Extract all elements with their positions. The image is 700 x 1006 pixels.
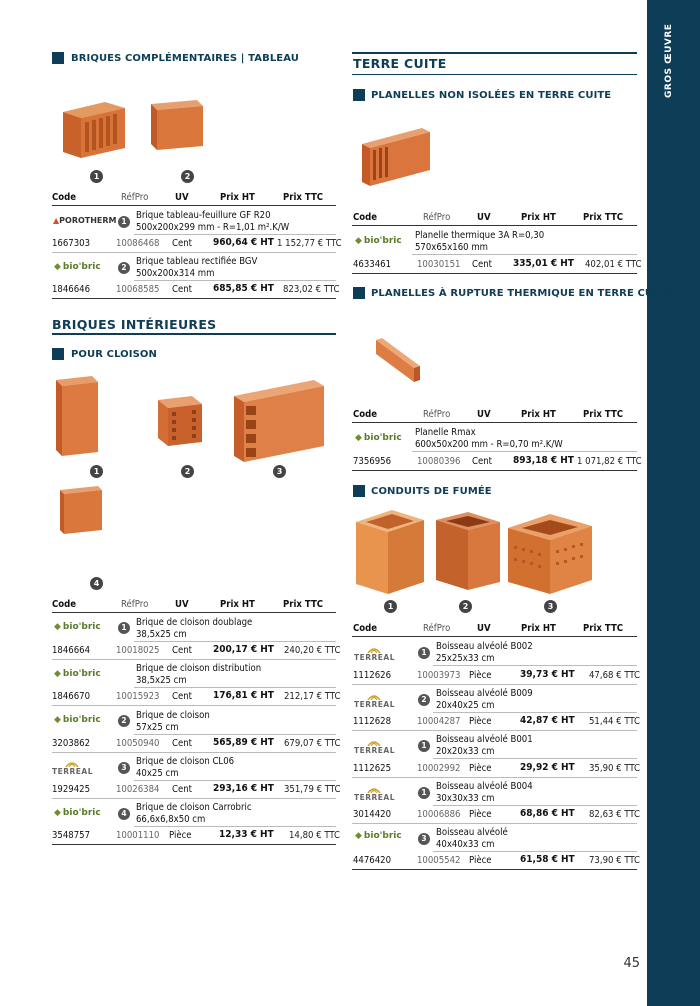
product-code: 1112625: [353, 763, 392, 774]
brand-logo-biobric: ◆ bio'bric: [54, 669, 101, 679]
product-refpro: 10003973: [417, 670, 461, 681]
col-header-prix-ht: Prix HT: [521, 212, 556, 223]
section-marker: [353, 89, 365, 101]
product-refpro: 10050940: [116, 738, 160, 749]
product-price-ht: 12,33 € HT: [219, 829, 274, 840]
col-header-prix-ht: Prix HT: [220, 599, 255, 610]
section-marker: [52, 52, 64, 64]
row-badge: 1: [118, 216, 130, 228]
product-refpro: 10005542: [417, 855, 461, 866]
image-badge: 1: [384, 600, 397, 613]
product-code: 7356956: [353, 456, 392, 467]
product-description: Boisseau alvéolé B004 30x30x33 cm: [436, 781, 533, 804]
product-price-ht: 176,81 € HT: [213, 690, 274, 701]
product-price-ht: 42,87 € HT: [520, 715, 575, 726]
product-description: Brique de cloison CL06 40x25 cm: [136, 756, 235, 779]
row-rule: [433, 805, 637, 806]
product-description: Boisseau alvéolé B009 20x40x25 cm: [436, 688, 533, 711]
product-refpro: 10026384: [116, 784, 160, 795]
table-rule: [52, 205, 336, 206]
product-uv: Pièce: [469, 670, 492, 681]
product-code: 1846670: [52, 691, 91, 702]
product-refpro: 10080396: [417, 456, 461, 467]
product-uv: Cent: [472, 456, 492, 467]
product-code: 1929425: [52, 784, 91, 795]
row-rule: [134, 687, 336, 688]
product-price-ht: 293,16 € HT: [213, 783, 274, 794]
brand-logo-biobric: ◆ bio'bric: [54, 622, 101, 632]
row-badge: 1: [418, 740, 430, 752]
row-badge: 2: [118, 715, 130, 727]
row-rule: [352, 823, 637, 824]
product-price-ttc: 14,80 € TTC: [289, 830, 341, 841]
subsection-title-planelles: PLANELLES NON ISOLÉES EN TERRE CUITE: [371, 90, 612, 101]
col-header-prix-ttc: Prix TTC: [283, 599, 324, 610]
product-image-conduits: [352, 506, 600, 598]
product-description: Brique de cloison doublage 38,5x25 cm: [136, 617, 253, 640]
product-price-ttc: 240,20 € TTC: [284, 645, 341, 656]
row-rule: [433, 758, 637, 759]
section-rule: [352, 74, 637, 75]
col-header-prix-ttc: Prix TTC: [583, 212, 624, 223]
product-price-ht: 565,89 € HT: [213, 737, 274, 748]
product-image-cloison-top: [52, 374, 342, 464]
image-badge: 2: [181, 465, 194, 478]
product-refpro: 10006886: [417, 809, 461, 820]
col-header-prix-ttc: Prix TTC: [583, 623, 624, 634]
col-header-refpro: RéfPro: [121, 599, 149, 610]
section-marker: [353, 485, 365, 497]
product-price-ht: 685,85 € HT: [213, 283, 274, 294]
row-badge: 1: [418, 787, 430, 799]
image-badge: 1: [90, 170, 103, 183]
product-price-ht: 68,86 € HT: [520, 808, 575, 819]
col-header-prix-ht: Prix HT: [521, 623, 556, 634]
section-title-interieures: BRIQUES INTÉRIEURES: [52, 317, 217, 332]
product-uv: Pièce: [469, 763, 492, 774]
brand-logo-porotherm: ▲POROTHERM: [53, 216, 117, 225]
row-rule: [352, 684, 637, 685]
product-price-ttc: 402,01 € TTC: [585, 259, 642, 270]
brand-logo-biobric: ◆ bio'bric: [355, 433, 402, 443]
image-badge: 3: [273, 465, 286, 478]
product-price-ttc: 82,63 € TTC: [589, 809, 641, 820]
row-rule: [352, 730, 637, 731]
product-description: Planelle thermique 3A R=0,30 570x65x160 mm: [415, 230, 545, 253]
image-badge: 2: [459, 600, 472, 613]
row-rule: [412, 254, 637, 255]
row-rule: [52, 798, 336, 799]
product-image-carrobric: [56, 484, 116, 536]
section-rule: [52, 333, 336, 335]
product-refpro: 10001110: [116, 830, 160, 841]
product-price-ttc: 47,68 € TTC: [589, 670, 641, 681]
product-price-ttc: 212,17 € TTC: [284, 691, 341, 702]
product-price-ttc: 823,02 € TTC: [283, 284, 340, 295]
product-price-ht: 893,18 € HT: [513, 455, 574, 466]
row-rule: [134, 734, 336, 735]
row-badge: 1: [118, 622, 130, 634]
col-header-prix-ht: Prix HT: [521, 409, 556, 420]
product-uv: Pièce: [469, 809, 492, 820]
brand-logo-terreal: TERREAL: [354, 785, 394, 802]
product-code: 3203862: [52, 738, 91, 749]
row-badge: 2: [418, 694, 430, 706]
product-price-ht: 200,17 € HT: [213, 644, 274, 655]
col-header-code: Code: [52, 192, 77, 203]
row-rule: [433, 712, 637, 713]
row-badge: 3: [118, 762, 130, 774]
row-badge: 1: [418, 647, 430, 659]
col-header-uv: UV: [477, 212, 491, 223]
row-badge: 2: [118, 262, 130, 274]
product-refpro: 10086468: [116, 238, 160, 249]
table-rule: [52, 612, 336, 613]
subsection-title-cloison: POUR CLOISON: [71, 349, 157, 360]
table-rule: [352, 225, 637, 226]
section-marker: [353, 287, 365, 299]
product-code: 1112628: [353, 716, 392, 727]
brand-logo-biobric: ◆ bio'bric: [355, 831, 402, 841]
col-header-prix-ttc: Prix TTC: [283, 192, 324, 203]
section-rule: [352, 52, 637, 54]
row-rule: [352, 273, 637, 274]
image-badge: 1: [90, 465, 103, 478]
subsection-title-conduits: CONDUITS DE FUMÉE: [371, 486, 492, 497]
row-rule: [134, 234, 336, 235]
col-header-refpro: RéfPro: [121, 192, 149, 203]
col-header-code: Code: [353, 409, 378, 420]
row-rule: [52, 298, 336, 299]
col-header-uv: UV: [175, 599, 189, 610]
col-header-refpro: RéfPro: [423, 212, 451, 223]
product-uv: Cent: [172, 738, 192, 749]
row-rule: [52, 752, 336, 753]
product-description: Brique de cloison Carrobric 66,6x6,8x50 cm: [136, 802, 252, 825]
row-rule: [52, 659, 336, 660]
product-code: 1112626: [353, 670, 392, 681]
product-price-ttc: 1 071,82 € TTC: [577, 456, 642, 467]
product-image-planelle: [360, 126, 436, 188]
col-header-prix-ttc: Prix TTC: [583, 409, 624, 420]
product-price-ttc: 35,90 € TTC: [589, 763, 641, 774]
terreal-mark-icon: [52, 759, 92, 767]
product-price-ttc: 351,79 € TTC: [284, 784, 341, 795]
terreal-mark-icon: [354, 645, 394, 653]
row-badge: 4: [118, 808, 130, 820]
product-code: 1846646: [52, 284, 91, 295]
brand-logo-biobric: ◆ bio'bric: [54, 808, 101, 818]
row-rule: [412, 451, 637, 452]
product-uv: Pièce: [469, 716, 492, 727]
terreal-mark-icon: [354, 738, 394, 746]
product-refpro: 10015923: [116, 691, 160, 702]
row-rule: [352, 470, 637, 471]
col-header-code: Code: [353, 212, 378, 223]
product-price-ttc: 73,90 € TTC: [589, 855, 641, 866]
product-price-ttc: 679,07 € TTC: [284, 738, 341, 749]
product-price-ht: 39,73 € HT: [520, 669, 575, 680]
image-badge: 3: [544, 600, 557, 613]
row-rule: [352, 869, 637, 870]
product-uv: Cent: [172, 691, 192, 702]
product-code: 4476420: [353, 855, 392, 866]
col-header-code: Code: [52, 599, 77, 610]
product-image-planelle-rmax: [374, 336, 424, 384]
product-price-ht: 61,58 € HT: [520, 854, 575, 865]
col-header-code: Code: [353, 623, 378, 634]
page-number: 45: [623, 956, 640, 971]
row-badge: 3: [418, 833, 430, 845]
product-uv: Cent: [472, 259, 492, 270]
row-rule: [433, 851, 637, 852]
subsection-title-rupture: PLANELLES À RUPTURE THERMIQUE EN TERRE CUITE: [371, 288, 671, 299]
product-price-ht: 335,01 € HT: [513, 258, 574, 269]
product-description: Brique tableau-feuillure GF R20 500x200x299 mm - R=1,01 m².K/W: [136, 210, 290, 233]
section-title-terre-cuite: TERRE CUITE: [353, 56, 447, 71]
brand-logo-terreal: TERREAL: [52, 759, 92, 776]
product-description: Brique de cloison 57x25 cm: [136, 710, 210, 733]
row-rule: [134, 280, 336, 281]
product-uv: Cent: [172, 784, 192, 795]
product-uv: Cent: [172, 238, 192, 249]
col-header-uv: UV: [477, 623, 491, 634]
side-band: [647, 0, 700, 1006]
image-badge: 2: [181, 170, 194, 183]
product-price-ht: 960,64 € HT: [213, 237, 274, 248]
row-rule: [52, 252, 336, 253]
product-image-complementaires: [55, 96, 255, 162]
row-rule: [52, 705, 336, 706]
product-price-ttc: 51,44 € TTC: [589, 716, 641, 727]
row-rule: [433, 665, 637, 666]
brand-logo-terreal: TERREAL: [354, 738, 394, 755]
row-rule: [134, 780, 336, 781]
brand-logo-biobric: ◆ bio'bric: [54, 715, 101, 725]
product-description: Planelle Rmax 600x50x200 mm - R=0,70 m².K/W: [415, 427, 563, 450]
col-header-refpro: RéfPro: [423, 623, 451, 634]
row-rule: [134, 826, 336, 827]
side-band-label: GROS ŒUVRE: [664, 23, 674, 98]
product-description: Boisseau alvéolé 40x40x33 cm: [436, 827, 508, 850]
image-badge: 4: [90, 577, 103, 590]
product-description: Brique tableau rectifiée BGV 500x200x314 mm: [136, 256, 258, 279]
product-code: 1846664: [52, 645, 91, 656]
product-uv: Cent: [172, 645, 192, 656]
product-description: Brique de cloison distribution 38,5x25 cm: [136, 663, 262, 686]
brand-logo-terreal: TERREAL: [354, 692, 394, 709]
product-refpro: 10004287: [417, 716, 461, 727]
section-title-complementaires: BRIQUES COMPLÉMENTAIRES | TABLEAU: [71, 53, 299, 64]
terreal-mark-icon: [354, 692, 394, 700]
product-code: 1667303: [52, 238, 91, 249]
product-price-ht: 29,92 € HT: [520, 762, 575, 773]
product-description: Boisseau alvéolé B002 25x25x33 cm: [436, 641, 533, 664]
table-rule: [352, 422, 637, 423]
col-header-uv: UV: [477, 409, 491, 420]
section-marker: [52, 348, 64, 360]
product-description: Boisseau alvéolé B001 20x20x33 cm: [436, 734, 533, 757]
product-refpro: 10030151: [417, 259, 461, 270]
table-rule: [352, 636, 637, 637]
product-code: 3548757: [52, 830, 91, 841]
brand-logo-terreal: TERREAL: [354, 645, 394, 662]
product-uv: Cent: [172, 284, 192, 295]
row-rule: [134, 641, 336, 642]
product-price-ttc: 1 152,77 € TTC: [277, 238, 342, 249]
product-uv: Pièce: [169, 830, 192, 841]
brand-logo-biobric: ◆ bio'bric: [54, 262, 101, 272]
row-rule: [352, 777, 637, 778]
product-code: 4633461: [353, 259, 392, 270]
col-header-refpro: RéfPro: [423, 409, 451, 420]
brand-logo-biobric: ◆ bio'bric: [355, 236, 402, 246]
product-refpro: 10018025: [116, 645, 160, 656]
row-rule: [52, 844, 336, 845]
product-refpro: 10002992: [417, 763, 461, 774]
col-header-prix-ht: Prix HT: [220, 192, 255, 203]
terreal-mark-icon: [354, 785, 394, 793]
product-code: 3014420: [353, 809, 392, 820]
col-header-uv: UV: [175, 192, 189, 203]
product-refpro: 10068585: [116, 284, 160, 295]
product-uv: Pièce: [469, 855, 492, 866]
